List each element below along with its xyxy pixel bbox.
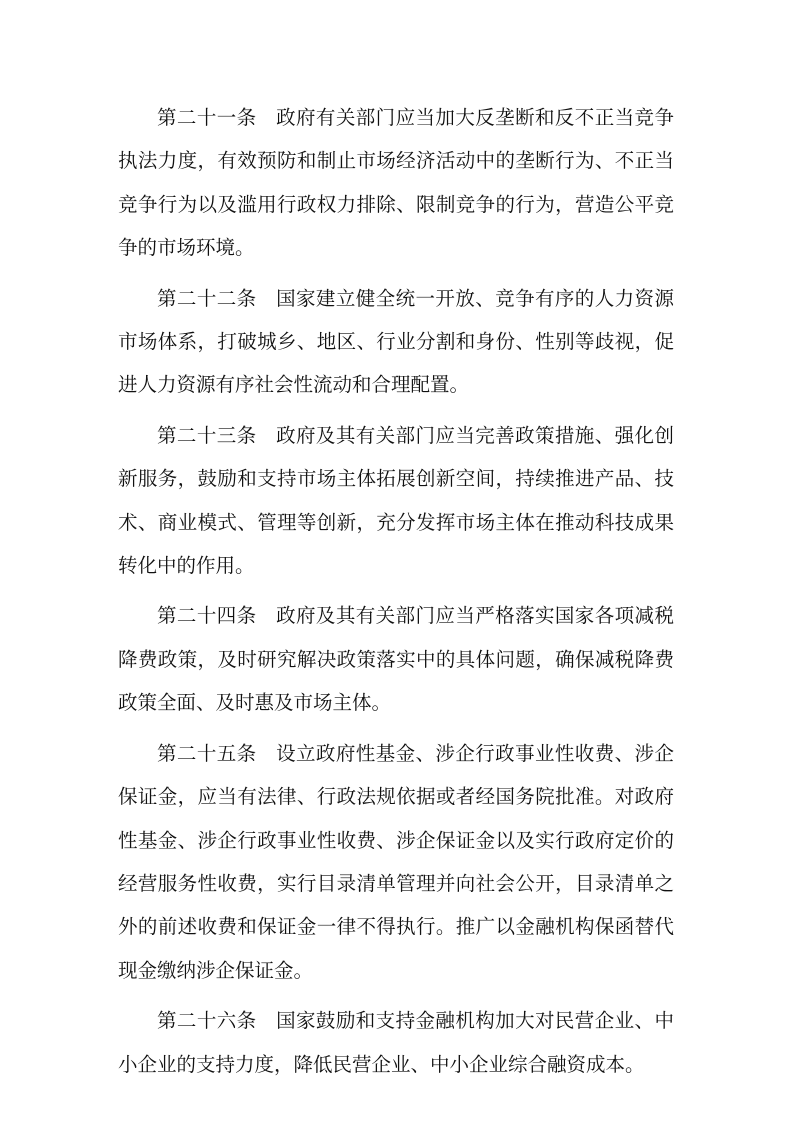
article-21: [118, 96, 674, 270]
article-24: [118, 594, 674, 724]
article-number: 第二十二条: [157, 286, 257, 310]
article-text: 国家建立健全统一开放、竞争有序的人力资源市场体系，打破城乡、地区、行业分割和身份、性别等歧视，促进人力资源有序社会性流动和合理配置。: [118, 286, 674, 397]
article-text: 政府有关部门应当加大反垄断和反不正当竞争执法力度，有效预防和制止市场经济活动中的垄断行为、不正当竞争行为以及滥用行政权力排除、限制竞争的行为，营造公平竞争的市场环境。: [118, 106, 674, 260]
article-26: [118, 999, 674, 1086]
article-25: [118, 732, 674, 992]
article-text: 政府及其有关部门应当完善政策措施、强化创新服务，鼓励和支持市场主体拓展创新空间，持续推进产品、技术、商业模式、管理等创新，充分发挥市场主体在推动科技成果转化中的作用。: [118, 423, 674, 578]
article-number: 第二十六条: [157, 1009, 257, 1033]
article-text: 国家鼓励和支持金融机构加大对民营企业、中小企业的支持力度，降低民营企业、中小企业综合融资成本。: [118, 1009, 674, 1076]
article-number: 第二十五条: [157, 741, 257, 765]
article-text: 设立政府性基金、涉企行政事业性收费、涉企保证金，应当有法律、行政法规依据或者经国务院批准。对政府性基金、涉企行政事业性收费、涉企保证金以及实行政府定价的经营服务性收费，实行目录清单管理并向社会公开，目录清单之外的前述收费和保证金一律不得执行。推广以金融机构保函替代现金缴纳涉企保证金。: [118, 741, 674, 982]
article-number: 第二十一条: [157, 106, 257, 129]
article-text: 政府及其有关部门应当严格落实国家各项减税降费政策，及时研究解决政策落实中的具体问题，确保减税降费政策全面、及时惠及市场主体。: [118, 604, 674, 715]
article-number: 第二十三条: [157, 423, 257, 447]
document-body: [118, 96, 674, 1093]
article-number: 第二十四条: [157, 604, 257, 628]
article-22: [118, 277, 674, 407]
article-23: [118, 414, 674, 588]
